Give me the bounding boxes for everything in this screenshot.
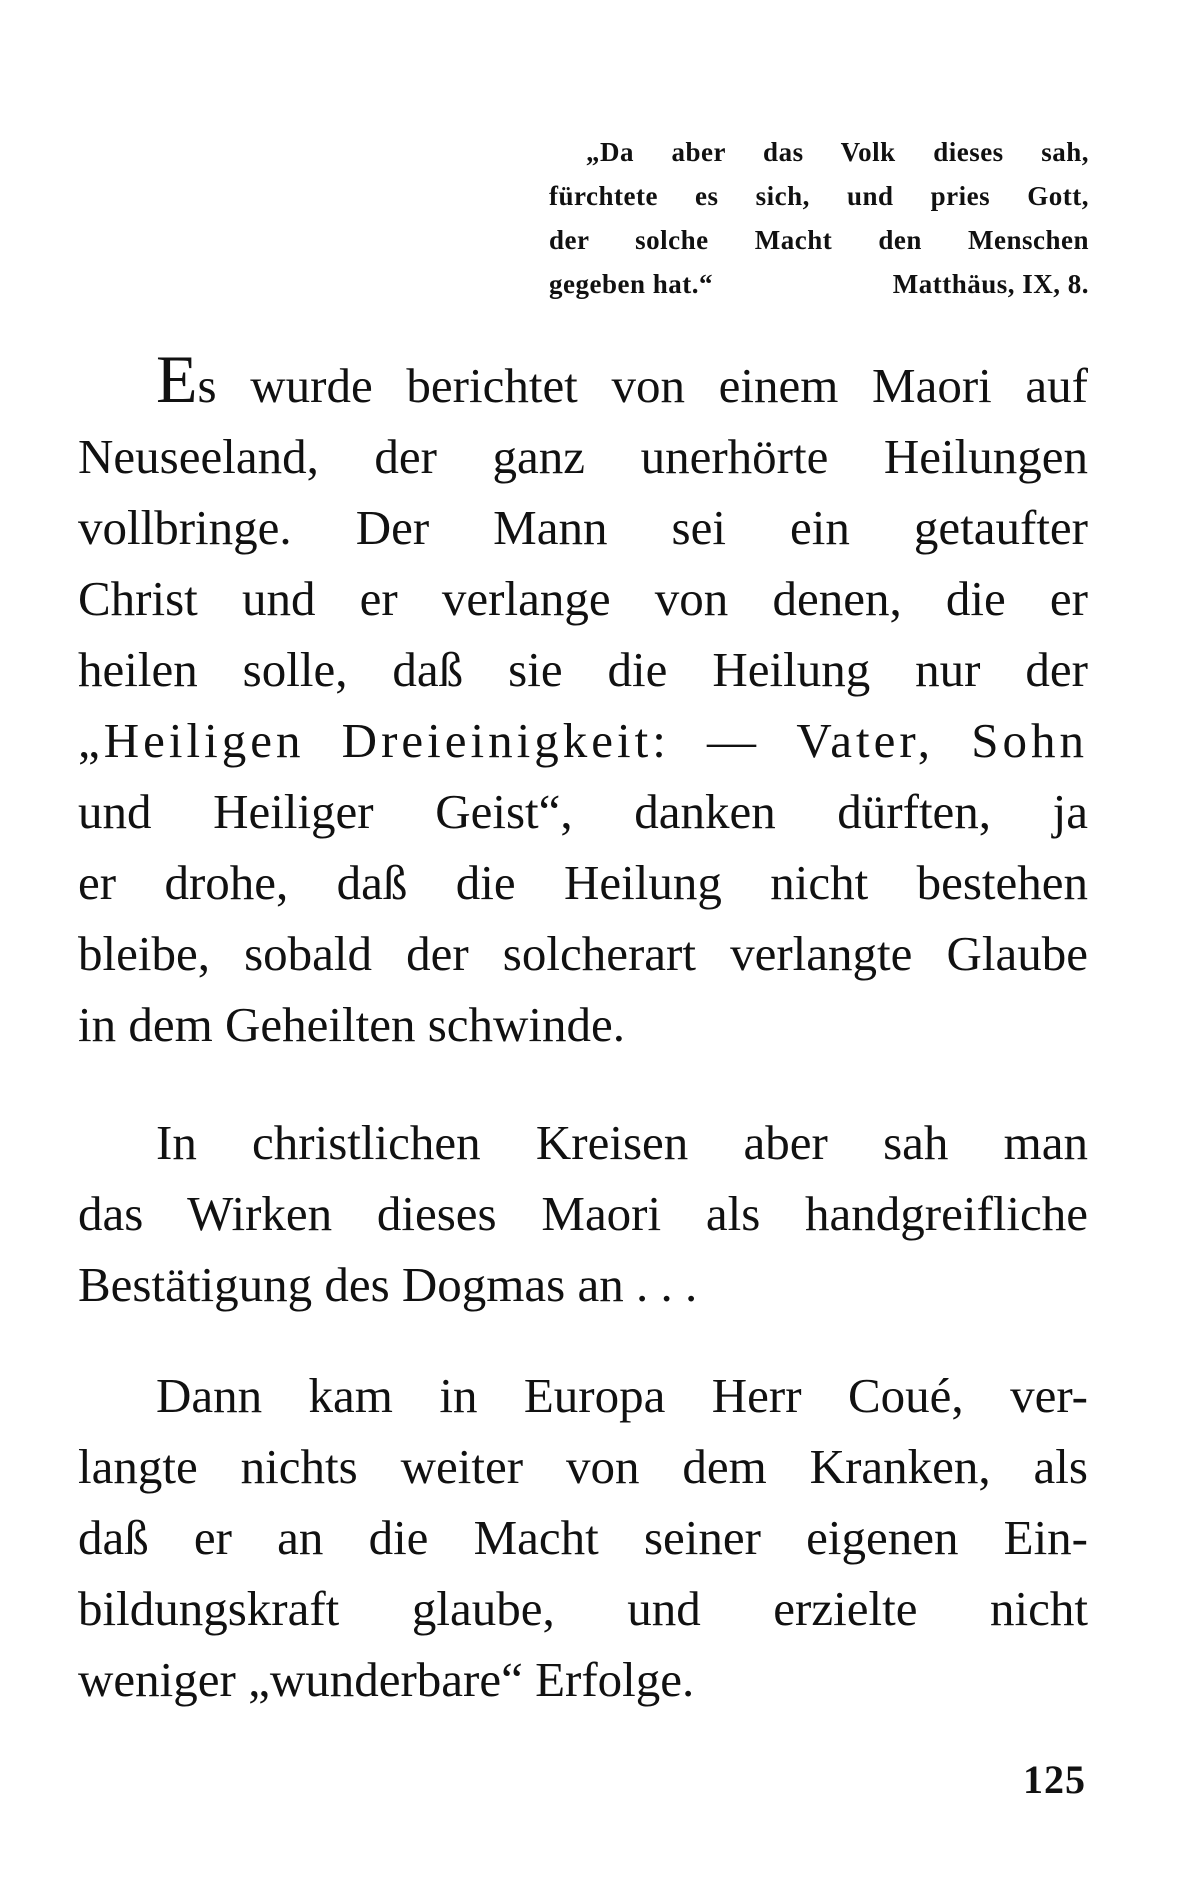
paragraph-line: und Heiliger Geist“, danken dürften, ja (78, 784, 1088, 839)
epigraph-line: der solche Macht den Menschen (549, 225, 1089, 255)
paragraph-line: vollbringe. Der Mann sei ein getaufter (78, 500, 1088, 555)
paragraph-line (78, 341, 1088, 421)
epigraph-line: gegeben hat.“ (549, 269, 713, 299)
paragraph-1 (78, 341, 1088, 1060)
paragraph-line: weniger „wunderbare“ Erfolge. (78, 1652, 695, 1707)
paragraph-line: heilen solle, daß sie die Heilung nur der (78, 642, 1088, 697)
paragraph-line: langte nichts weiter von dem Kranken, als (78, 1439, 1088, 1494)
page-number: 125 (1023, 1757, 1086, 1802)
paragraph-line: Christ und er verlange von denen, die er (78, 571, 1088, 626)
paragraph-line: Bestätigung des Dogmas an . . . (78, 1257, 698, 1312)
paragraph-line: In christlichen Kreisen aber sah man (156, 1115, 1088, 1170)
paragraph-line: bildungskraft glaube, und erzielte nicht (78, 1581, 1088, 1636)
paragraph-line: Neuseeland, der ganz unerhörte Heilungen (78, 429, 1088, 484)
drop-cap: E (156, 341, 198, 417)
paragraph-line: in dem Geheilten schwinde. (78, 997, 626, 1052)
epigraph (549, 130, 1089, 306)
epigraph-source: Matthäus, IX, 8. (892, 269, 1089, 299)
paragraph-3 (78, 1360, 1088, 1715)
epigraph-last-row (549, 262, 1089, 306)
paragraph-line: „Heiligen Dreieinigkeit: — Vater, Sohn (78, 713, 1088, 768)
paragraph-line: er drohe, daß die Heilung nicht bestehen (78, 855, 1088, 910)
paragraph-line: bleibe, sobald der solcherart verlangte Glaube (78, 926, 1088, 981)
paragraph-line: das Wirken dieses Maori als handgreifliche (78, 1186, 1088, 1241)
paragraph-line: Dann kam in Europa Herr Coué, ver- (156, 1368, 1088, 1423)
epigraph-line: „Da aber das Volk dieses sah, (586, 137, 1089, 167)
paragraph-line: daß er an die Macht seiner eigenen Ein- (78, 1510, 1088, 1565)
epigraph-line: fürchtete es sich, und pries Gott, (549, 181, 1089, 211)
paragraph-2 (78, 1107, 1088, 1320)
paragraph-line-text: s wurde berichtet von einem Maori auf (197, 358, 1088, 413)
